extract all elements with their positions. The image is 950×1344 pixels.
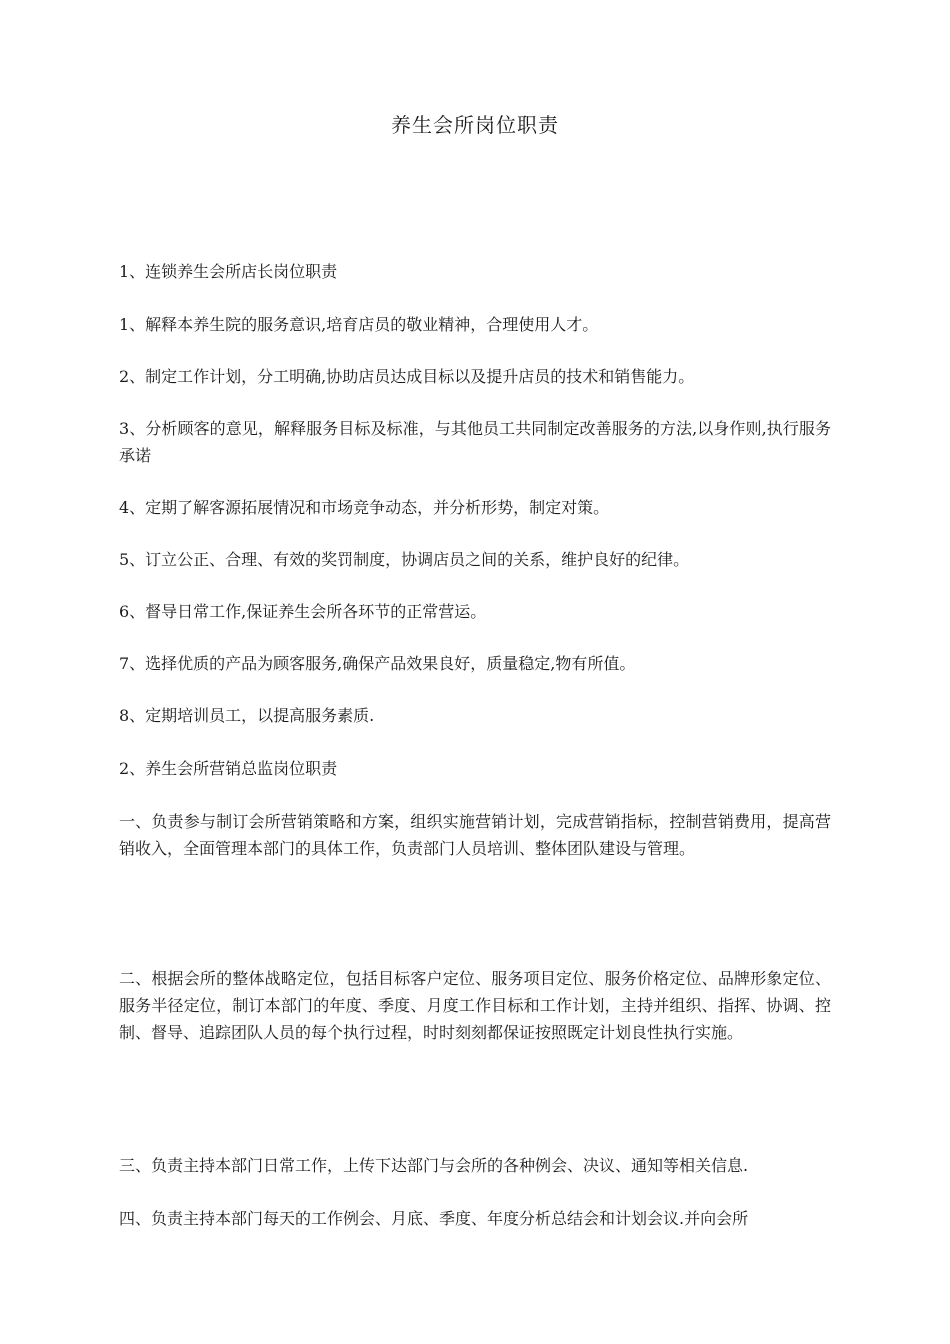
- paragraph-duty-1: 一、负责参与制订会所营销策略和方案，组织实施营销计划，完成营销指标，控制营销费用，提高营销收入，全面管理本部门的具体工作，负责部门人员培训、整体团队建设与管理。: [119, 812, 831, 858]
- paragraph-item-7: 7、选择优质的产品为顾客服务,确保产品效果良好，质量稳定,物有所值。: [119, 654, 636, 673]
- paragraph-duty-3: 三、负责主持本部门日常工作，上传下达部门与会所的各种例会、决议、通知等相关信息.: [119, 1156, 749, 1175]
- paragraph-duty-4: 四、负责主持本部门每天的工作例会、月底、季度、年度分析总结会和计划会议.并向会所: [119, 1209, 749, 1228]
- paragraph-item-2: 2、制定工作计划，分工明确,协助店员达成目标以及提升店员的技术和销售能力。: [119, 367, 695, 386]
- section-heading-marketing-director: 2、养生会所营销总监岗位职责: [119, 759, 338, 778]
- paragraph-item-8: 8、定期培训员工，以提高服务素质.: [119, 706, 375, 725]
- paragraph-duty-2: 二、根据会所的整体战略定位，包括目标客户定位、服务项目定位、服务价格定位、品牌形象定位、服务半径定位，制订本部门的年度、季度、月度工作目标和工作计划，主持并组织、指挥、协调、控制、督导、追踪团队人员的每个执行过程，时时刻刻都保证按照既定计划良性执行实施。: [119, 969, 831, 1042]
- paragraph-item-5: 5、订立公正、合理、有效的奖罚制度，协调店员之间的关系，维护良好的纪律。: [119, 550, 690, 569]
- document-title: 养生会所岗位职责: [391, 113, 559, 137]
- paragraph-item-6: 6、督导日常工作,保证养生会所各环节的正常营运。: [119, 602, 487, 621]
- paragraph-item-4: 4、定期了解客源拓展情况和市场竞争动态，并分析形势，制定对策。: [119, 498, 610, 517]
- paragraph-item-3: 3、分析顾客的意见，解释服务目标及标准，与其他员工共同制定改善服务的方法,以身作则,执行服务承诺: [119, 419, 831, 465]
- paragraph-item-1: 1、解释本养生院的服务意识,培育店员的敬业精神，合理使用人才。: [119, 315, 599, 334]
- section-heading-store-manager: 1、连锁养生会所店长岗位职责: [119, 262, 338, 281]
